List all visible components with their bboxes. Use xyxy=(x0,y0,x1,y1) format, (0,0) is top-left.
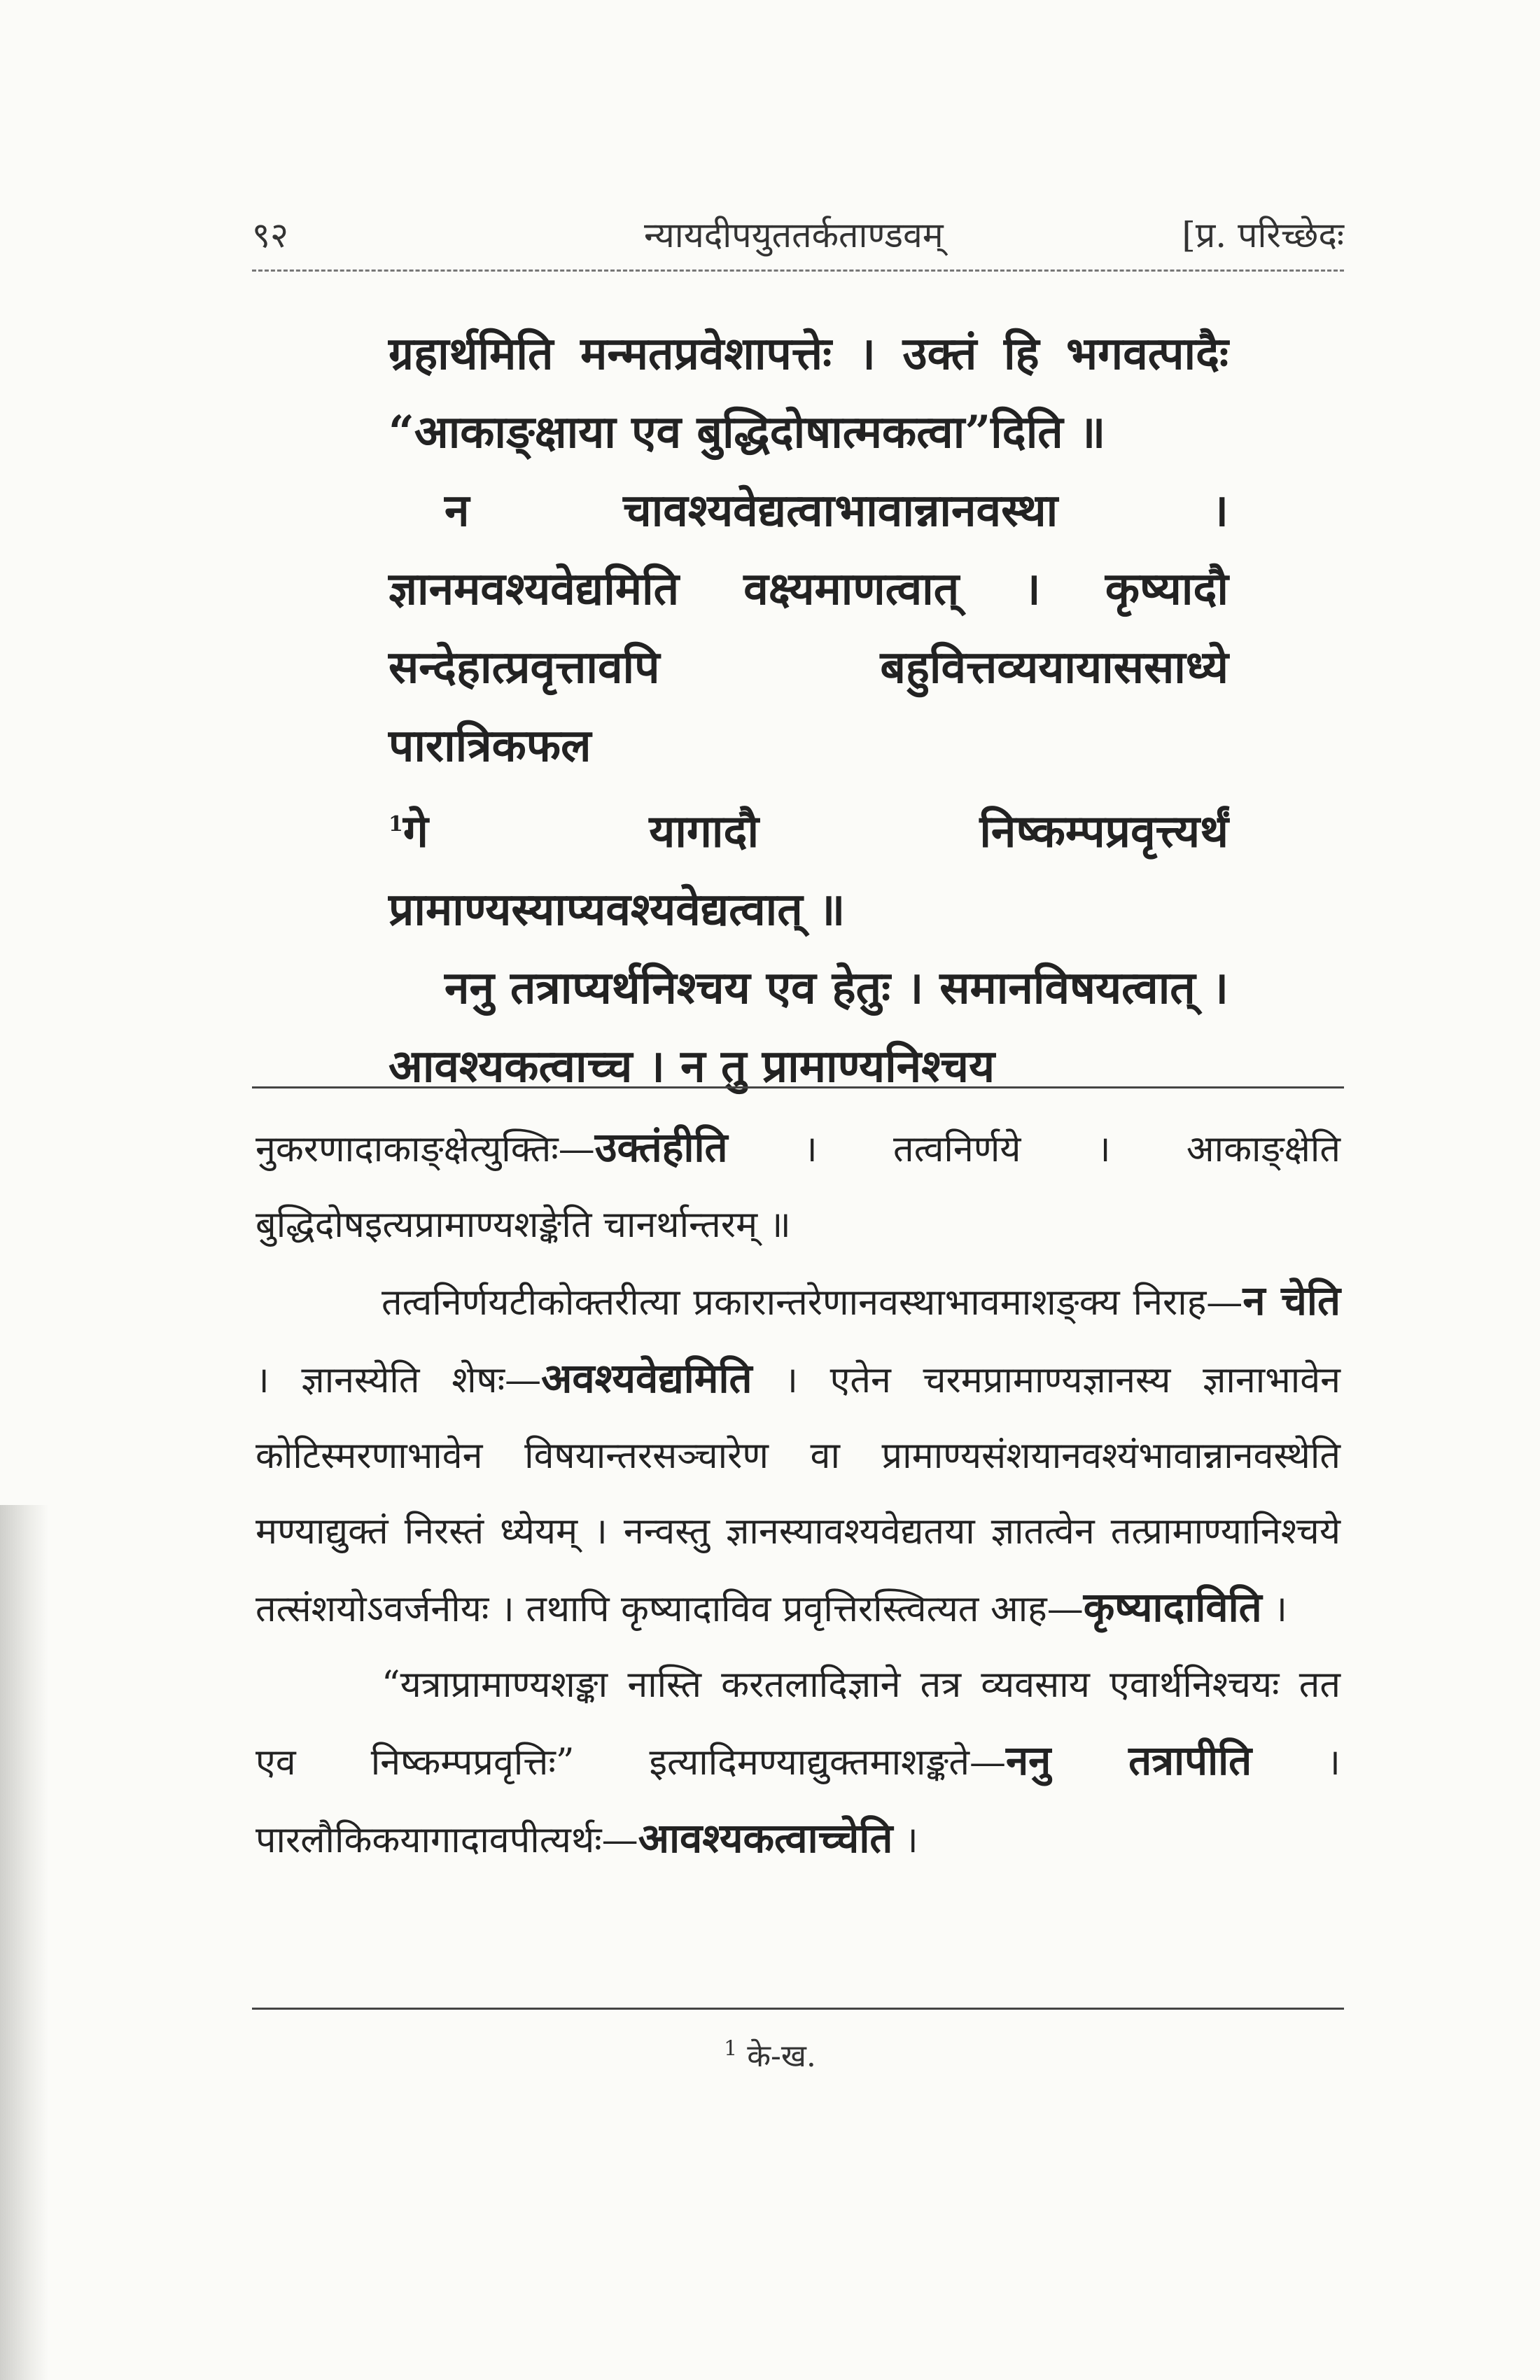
commentary-text xyxy=(255,1110,1340,1878)
main-paragraph-2: न चावश्यवेद्यत्वाभावान्नानवस्था । ज्ञानमवश्यवेद्यमिति वक्ष्यमाणत्वात् । कृष्यादौ सन्देहात्प्रवृत्तावपि बहुवित्तव्ययायाससाध्ये पारात्रिकफल xyxy=(388,484,1228,772)
main-paragraph-3: ननु तत्राप्यर्थनिश्चय एव हेतुः । समानविषयत्वात् । आवश्यकत्वाच्च । न तु प्रामाण्यनिश्चय xyxy=(388,962,1228,1093)
commentary-paragraph-2: तत्वनिर्णयटीकोक्तरीत्या प्रकारान्तरेणानवस्थाभावमाशङ्क्य निराह—न चेति । ज्ञानस्येति शेषः—अवश्यवेद्यमिति । एतेन चरमप्रामाण्यज्ञानस्य ज्ञानाभावेन कोटिस्मरणाभावेन विषयान्तरसञ्चारेण वा प्रामाण्यसंशयानवश्यंभावान्नानवस्थेति मण्याद्युक्तं निरस्तं ध्येयम् । नन्वस्तु ज्ञानस्यावश्यवेद्यतया ज्ञातत्वेन तत्प्रामाण्यानिश्चये तत्संशयोऽवर्जनीयः । तथापि कृष्यादाविव प्रवृत्तिरस्त्वित्यत आह—कृष्यादाविति । xyxy=(255,1277,1340,1631)
main-paragraph-1: ग्रहार्थमिति मन्मतप्रवेशापत्तेः । उक्तं हि भगवत्पादैः “आकाङ्क्षाया एव बुद्धिदोषात्मकत्वा”दिति ॥ xyxy=(388,328,1228,458)
main-text xyxy=(388,315,1228,1106)
commentary-divider xyxy=(252,1086,1344,1088)
footnote-divider xyxy=(252,2008,1344,2010)
footnote: $^1$ के-ख. xyxy=(724,2036,816,2074)
book-title: न्यायदीपयुततर्कताण्डवम् xyxy=(644,215,944,255)
commentary-paragraph-3: “यत्राप्रामाण्यशङ्का नास्ति करतलादिज्ञाने तत्र व्यवसाय एवार्थनिश्चयः तत एव निष्कम्पप्रवृत्तिः” इत्यादिमण्याद्युक्तमाशङ्कते—ननु तत्रापीति । पारलौकिकयागादावपीत्यर्थः—आवश्यकत्वाच्चेति । xyxy=(255,1664,1340,1862)
page-number: ९२ xyxy=(252,215,288,255)
page-edge-shadow xyxy=(0,1505,49,2380)
running-header xyxy=(252,203,1344,266)
footnote-marker: 1 xyxy=(388,812,403,836)
main-paragraph-2-cont: $^1$गे यागादौ निष्कम्पप्रवृत्त्यर्थं प्रामाण्यस्याप्यवश्यवेद्यत्वात् ॥ xyxy=(388,805,1228,937)
section-label: [प्र. परिच्छेदः xyxy=(1182,215,1344,255)
header-divider xyxy=(252,270,1344,272)
commentary-paragraph-1: नुकरणादाकाङ्क्षेत्युक्तिः—उक्तंहीति । तत्वनिर्णये । आकाङ्क्षेति बुद्धिदोषइत्यप्रामाण्यशङ्केति चानर्थान्तरम् ॥ xyxy=(255,1124,1340,1246)
